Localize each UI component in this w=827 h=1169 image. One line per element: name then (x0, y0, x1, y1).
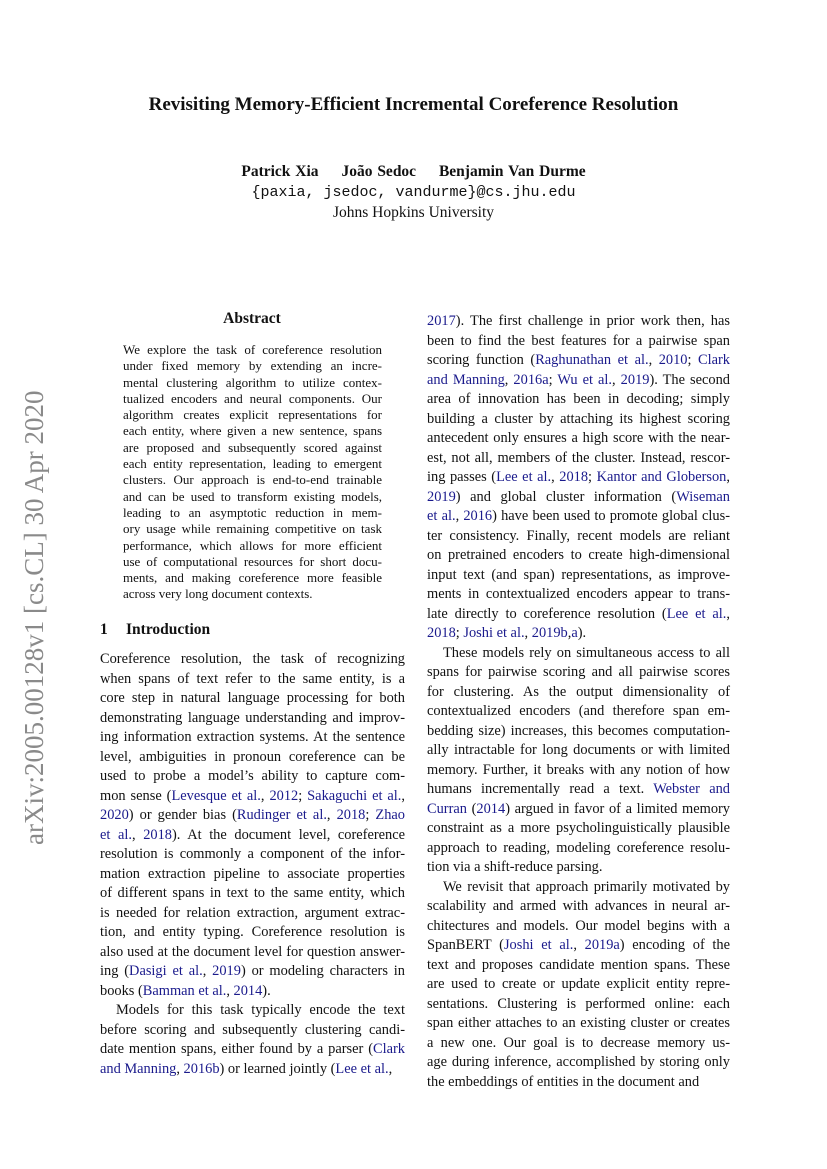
text-run: , (388, 1060, 393, 1077)
text-line (427, 722, 730, 742)
citation-link[interactable]: 2014 (233, 982, 263, 999)
citation-link[interactable]: and Manning (100, 1060, 177, 1077)
text-line (427, 702, 730, 722)
text-run: Coreference resolution, the task of recognizing (100, 651, 405, 667)
text-run: SpanBERT ( (427, 937, 504, 953)
text-run: ) encoding of the (619, 937, 731, 953)
text-line (427, 410, 730, 430)
text-line (100, 748, 405, 768)
paper-title: Revisiting Memory-Efficient Incremental Coreference Resolution (148, 94, 679, 115)
text-run: ing ( (100, 963, 130, 979)
citation-link[interactable]: Dasigi et al. (129, 963, 203, 979)
text-line (100, 943, 405, 963)
text-line (427, 858, 730, 878)
citation-link[interactable]: 2019 (620, 371, 650, 388)
text-run: tion via a shift-reduce parsing. (427, 859, 603, 875)
text-run: Models for this task typically encode the text (116, 1002, 405, 1018)
text-line (427, 371, 730, 391)
citation-link[interactable]: Sakaguchi et al. (307, 787, 402, 804)
abstract-line: We explore the task of coreference resolution (123, 342, 382, 357)
text-run: chitectures and models. Our model begins with a (427, 917, 730, 934)
text-line (427, 878, 730, 898)
citation-link[interactable]: a (571, 625, 578, 641)
text-run: ). (262, 982, 271, 999)
text-run: used to probe a model’s ability to capture com- (100, 768, 405, 784)
text-run: demonstrating language understanding and improv- (100, 709, 405, 726)
text-line (427, 312, 730, 332)
citation-link[interactable]: Levesque et al. (171, 787, 261, 804)
text-run: ) argued in favor of a limited memory (505, 800, 730, 817)
citation-link[interactable]: 2016a (513, 371, 549, 388)
text-line (100, 1001, 405, 1021)
text-run: ) or modeling characters in (240, 963, 405, 979)
abstract-line: clusters. Our approach is end-to-end trainable (123, 472, 382, 488)
citation-link[interactable]: Lee et al. (335, 1060, 389, 1077)
text-run: ally intractable for long documents or with limited (427, 742, 730, 758)
text-line (427, 624, 730, 644)
abstract-body (123, 342, 382, 603)
text-run: , (726, 469, 730, 485)
text-run: , (176, 1060, 184, 1077)
citation-link[interactable]: Lee et al. (496, 469, 552, 485)
citation-link[interactable]: Webster and (653, 781, 731, 797)
citation-link[interactable]: 2019b (531, 625, 568, 641)
citation-link[interactable]: 2019 (427, 488, 456, 505)
text-run: span either attaches to an existing cluster or creates (427, 1015, 730, 1031)
text-line (100, 787, 405, 807)
citation-link[interactable]: Wu et al. (557, 371, 613, 388)
text-run: ) and global cluster information ( (455, 488, 677, 505)
abstract-line: each entity, where given a new sentence, spans (123, 423, 382, 439)
abstract-line: and can be used to transform existing models, (123, 488, 382, 504)
text-line (427, 1014, 730, 1034)
text-run: bedding size) increases, this becomes computation- (427, 722, 730, 739)
citation-link[interactable]: Curran (427, 800, 467, 817)
text-line (427, 956, 730, 976)
text-line (427, 585, 730, 605)
text-run: spans for pairwise scoring and all pairwise scores (427, 664, 730, 680)
text-run: , (131, 826, 144, 843)
text-line (427, 917, 730, 937)
arxiv-margin-stamp: arXiv:2005.00128v1 [cs.CL] 30 Apr 2020 (19, 390, 49, 845)
citation-link[interactable]: et al. (100, 826, 132, 843)
text-run: is needed for relation extraction, argument extrac- (100, 904, 405, 921)
author-name: Patrick Xia (241, 163, 319, 180)
text-run: mation extraction pipeline to associate properties (100, 865, 405, 882)
text-run: We revisit that approach primarily motivated by (443, 878, 730, 895)
citation-link[interactable]: Bamman et al. (142, 982, 227, 999)
abstract-line: performance, which allows for more efficient (123, 537, 382, 553)
text-line (427, 488, 730, 508)
author-name: Benjamin Van Durme (438, 163, 586, 180)
author-emails: {paxia, jsedoc, vandurme}@cs.jhu.edu (251, 184, 576, 201)
abstract-line: are proposed and subsequently scored against (123, 439, 382, 455)
text-line (427, 351, 730, 371)
text-line (100, 982, 405, 1002)
text-run: ; (365, 807, 376, 823)
text-run: before scoring and subsequently clustering candi- (100, 1021, 405, 1038)
text-run: ( (466, 800, 477, 817)
text-run: a new one. Our goal is to decrease memory us- (427, 1034, 730, 1051)
text-run: , (226, 982, 234, 999)
text-run: approach to reading, modeling coreference resolu- (427, 839, 730, 856)
citation-link[interactable]: and Manning (427, 371, 505, 388)
citation-link[interactable]: 2020 (100, 807, 129, 823)
citation-link[interactable]: 2019 (212, 963, 241, 979)
text-run: ; (298, 787, 308, 804)
citation-link[interactable]: 2018 (559, 469, 589, 485)
text-line (427, 1053, 730, 1073)
text-run: mon sense ( (100, 787, 172, 804)
text-line (100, 1060, 405, 1080)
text-run: the embeddings of entities in the document and (427, 1073, 700, 1090)
citation-link[interactable]: Clark (698, 352, 730, 368)
text-run: antecedent only ensures a high score with the near- (427, 430, 730, 446)
text-run: are used to create or update explicit entity repre- (427, 976, 730, 992)
text-line (100, 650, 405, 670)
text-run: building a cluster by attaching its highest scoring (427, 410, 730, 427)
abstract-line: ory usage while remaining competitive on task (123, 521, 382, 537)
text-run: core step in natural language processing for both (100, 690, 405, 706)
text-run: ; (548, 371, 558, 388)
text-line (100, 728, 405, 748)
text-line (100, 1040, 405, 1060)
text-run: sentations. Clustering is performed online: each (427, 995, 730, 1012)
text-run: ) or gender bias ( (128, 807, 237, 823)
text-line (100, 806, 405, 826)
abstract-line: use of computational resources for short docu- (123, 553, 382, 569)
text-run: , (524, 625, 532, 641)
citation-link[interactable]: Wiseman (676, 488, 730, 505)
text-line (427, 780, 730, 800)
citation-link[interactable]: 2018 (336, 807, 366, 823)
text-line (427, 527, 730, 547)
citation-link[interactable]: 2012 (269, 787, 299, 804)
section-heading-introduction (100, 621, 210, 639)
abstract-line: mental clustering algorithm to utilize contex- (123, 374, 382, 390)
text-line (427, 507, 730, 527)
section-title: Introduction (126, 621, 211, 638)
text-run: contextualized encoders (and therefore span em- (427, 703, 730, 719)
citation-link[interactable]: Raghunathan et al. (535, 352, 649, 368)
text-line (100, 826, 405, 846)
citation-link[interactable]: Kantor and Globerson (596, 469, 727, 485)
text-run: scalability and armed with advances in neural ar- (427, 898, 730, 914)
text-run: when spans of text refer to the same entity, is a (100, 670, 405, 687)
author-list (0, 163, 827, 181)
text-run: ; (455, 625, 464, 641)
section-number: 1 (100, 621, 108, 638)
abstract-heading: Abstract (223, 310, 281, 327)
affiliation: Johns Hopkins University (332, 204, 495, 221)
text-run: been to find the best features for a pairwise span (427, 332, 730, 349)
abstract-line: across very long document contexts. (123, 586, 313, 602)
text-run: ; (588, 469, 597, 485)
abstract-line: ments, and making coreference more feasible (123, 570, 382, 586)
author-name: João Sedoc (341, 163, 417, 180)
text-run: , (401, 787, 405, 804)
text-run: ). The second (649, 371, 730, 388)
text-line (427, 800, 730, 820)
text-run: ; (687, 352, 699, 368)
citation-link[interactable]: Lee et al. (666, 605, 727, 622)
text-line (427, 741, 730, 761)
text-run: humans incrementally read a text. (427, 781, 654, 797)
text-run: resolution is commonly a component of the infor- (100, 846, 405, 862)
text-run: ) have been used to promote global clus- (492, 508, 730, 524)
abstract-line: algorithm creates explicit representations for (123, 407, 382, 423)
right-column-text (427, 312, 730, 1092)
text-line (100, 845, 405, 865)
text-run: level, ambiguities in pronoun coreference can be (100, 748, 405, 765)
citation-link[interactable]: 2014 (476, 800, 506, 817)
text-line (100, 689, 405, 709)
text-run: , (326, 807, 337, 823)
text-run: also used at the document level for question answer- (100, 943, 405, 960)
text-line (427, 429, 730, 449)
citation-link[interactable]: Clark (373, 1041, 405, 1057)
citation-link[interactable]: Zhao (375, 807, 405, 823)
text-line (427, 1073, 730, 1093)
text-run: ter consistency. Finally, recent models are reliant (427, 527, 730, 544)
text-run: late directly to coreference resolution ( (427, 605, 667, 622)
text-run: memory. Further, it breaks with any notion of how (427, 761, 730, 778)
text-run: ing information extraction systems. At the sentence (100, 729, 405, 745)
text-run: tion, and entity typing. Coreference resolution is (100, 924, 405, 940)
text-line (100, 904, 405, 924)
citation-link[interactable]: Rudinger et al. (236, 807, 327, 823)
text-run: age during inference, accomplished by storing only (427, 1054, 730, 1070)
text-line (100, 865, 405, 885)
text-run: , (504, 371, 514, 388)
text-run: These models rely on simultaneous access to all (443, 644, 730, 661)
citation-link[interactable]: Joshi et al. (503, 937, 574, 953)
text-run: , (726, 605, 731, 622)
text-run: , (551, 469, 560, 485)
citation-link[interactable]: et al. (427, 508, 456, 524)
abstract-line: leading to an asymptotic reduction in mem- (123, 504, 382, 520)
citation-link[interactable]: 2018 (427, 625, 456, 641)
text-line (100, 962, 405, 982)
text-run: ). At the document level, coreference (171, 826, 405, 843)
text-run: scoring function ( (427, 352, 536, 368)
left-column-text (100, 650, 405, 1079)
text-line (427, 897, 730, 917)
citation-link[interactable]: 2016b (183, 1060, 220, 1077)
text-line (100, 670, 405, 690)
text-line (427, 605, 730, 625)
citation-link[interactable]: 2018 (143, 826, 172, 843)
text-line (427, 332, 730, 352)
text-line (100, 1021, 405, 1041)
text-run: ing passes ( (427, 469, 497, 485)
text-run: ). The first challenge in prior work then, has (455, 313, 730, 329)
citation-link[interactable]: 2017 (427, 313, 456, 329)
text-line (100, 709, 405, 729)
text-run: date mention spans, either found by a parser ( (100, 1041, 374, 1057)
citation-link[interactable]: 2010 (658, 352, 688, 368)
abstract-line: each entity representation, leading to emergent (123, 456, 382, 472)
text-run: text and proposes candidate mention spans. These (427, 956, 730, 973)
text-line (427, 644, 730, 664)
text-line (427, 839, 730, 859)
text-line (427, 683, 730, 703)
citation-link[interactable]: 2019a (584, 937, 620, 953)
text-line (100, 923, 405, 943)
abstract-line: tualized encoders and neural components. Our (123, 390, 382, 406)
text-line (427, 975, 730, 995)
text-run: constraint as a more psycholinguistically plausible (427, 820, 730, 836)
text-run: , (260, 787, 270, 804)
text-run: , (573, 937, 585, 953)
text-run: input text (and span) representations, as improve- (427, 566, 730, 583)
text-run: , (567, 625, 572, 641)
text-line (427, 390, 730, 410)
text-line (427, 936, 730, 956)
text-run: est, not all, members of the cluster. Instead, rescor- (427, 449, 730, 466)
text-run: , (648, 352, 659, 368)
text-run: , (612, 371, 621, 388)
text-line (427, 819, 730, 839)
text-run: ) or learned jointly ( (219, 1060, 336, 1077)
text-line (427, 449, 730, 469)
text-run: , (202, 963, 213, 979)
citation-link[interactable]: Joshi et al. (463, 625, 525, 641)
text-line (427, 468, 730, 488)
text-line (100, 767, 405, 787)
text-run: for clustering. As the output dimensionality of (427, 683, 730, 700)
text-run: , (455, 508, 464, 524)
text-run: of different spans in text to the same entity, which (100, 885, 405, 901)
text-line (427, 663, 730, 683)
text-run: ). (577, 625, 587, 641)
abstract-line: under fixed memory by extending an incre- (123, 358, 382, 374)
text-run: ments in contextualized encoders appear to trans- (427, 586, 730, 602)
text-run: on pretrained encoders to create high-dimensional (427, 547, 730, 563)
text-line (427, 761, 730, 781)
text-run: books ( (100, 982, 143, 999)
text-line (427, 995, 730, 1015)
citation-link[interactable]: 2016 (463, 508, 493, 524)
text-line (427, 546, 730, 566)
text-run: area of innovation has been in decoding; simply (427, 391, 730, 407)
text-line (427, 1034, 730, 1054)
text-line (427, 566, 730, 586)
text-line (100, 884, 405, 904)
